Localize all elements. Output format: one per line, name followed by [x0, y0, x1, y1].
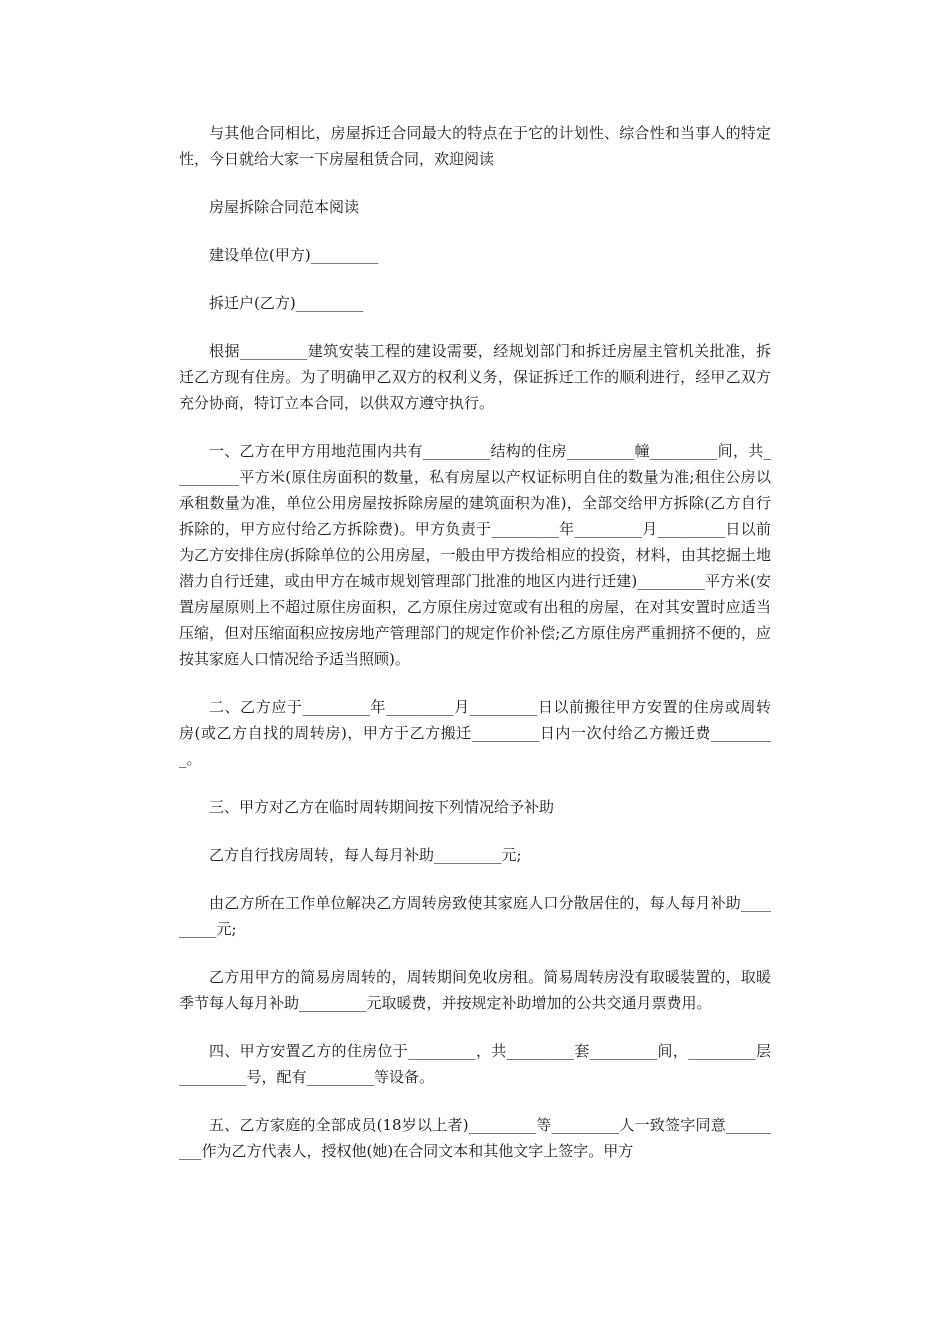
clause-2: 二、乙方应于_________年_________月_________日以前搬往甲方安置的住房或周转房(或乙方自找的周转房)，甲方于乙方搬迁_________日内一次付给乙方搬迁费_________。 — [179, 698, 771, 768]
clause-4: 四、甲方安置乙方的住房位于_________，共_________套_________间，_________层_________号，配有_________等设备。 — [179, 1042, 771, 1086]
party-b-line: 拆迁户(乙方)_________ — [209, 294, 364, 312]
clause-3: 三、甲方对乙方在临时周转期间按下列情况给予补助 — [209, 798, 555, 816]
clause-1: 一、乙方在甲方用地范围内共有_________结构的住房_________幢_________间，共_________平方米(原住房面积的数量，私有房屋以产权证标明自住的数量为准;租住公房以承租数量为准，单位公用房屋按拆除房屋的建筑面积为准)，全部交给甲方拆除(乙方自行拆除的，甲方应付给乙方拆除费)。甲方负责于_________年_________月_________日以前为乙方安排住房(拆除单位的公用房屋，一般由甲方拨给相应的投资，材料，由其挖掘土地潜力自行迁建，或由甲方在城市规划管理部门批准的地区内进行迁建)_________平方米(安置房屋原则上不超过原住房面积，乙方原住房过宽或有出租的房屋，在对其安置时应适当压缩，但对压缩面积应按房地产管理部门的规定作价补偿;乙方原住房严重拥挤不便的，应按其家庭人口情况给予适当照顾)。 — [179, 442, 771, 668]
preamble-paragraph: 根据_________建筑安装工程的建设需要，经规划部门和拆迁房屋主管机关批准，拆迁乙方现有住房。为了明确甲乙双方的权利义务，保证拆迁工作的顺利进行，经甲乙双方充分协商，特订立本合同，以供双方遵守执行。 — [179, 342, 771, 412]
document-title: 房屋拆除合同范本阅读 — [209, 198, 360, 216]
clause-3-item-3: 乙方用甲方的简易房周转的，周转期间免收房租。简易周转房没有取暖装置的，取暖季节每人每月补助_________元取暖费，并按规定补助增加的公共交通月票费用。 — [179, 968, 771, 1012]
intro-paragraph: 与其他合同相比，房屋拆迁合同最大的特点在于它的计划性、综合性和当事人的特定性，今日就给大家一下房屋租赁合同，欢迎阅读 — [179, 124, 771, 168]
clause-5: 五、乙方家庭的全部成员(18岁以上者)_________等_________人一致签字同意_________作为乙方代表人，授权他(她)在合同文本和其他文字上签字。甲方 — [179, 1116, 771, 1160]
document-body — [179, 120, 771, 1186]
clause-3-item-1: 乙方自行找房周转，每人每月补助_________元; — [209, 846, 522, 864]
clause-3-item-2: 由乙方所在工作单位解决乙方周转房致使其家庭人口分散居住的，每人每月补助_________元; — [179, 894, 771, 938]
party-a-line: 建设单位(甲方)_________ — [209, 246, 379, 264]
